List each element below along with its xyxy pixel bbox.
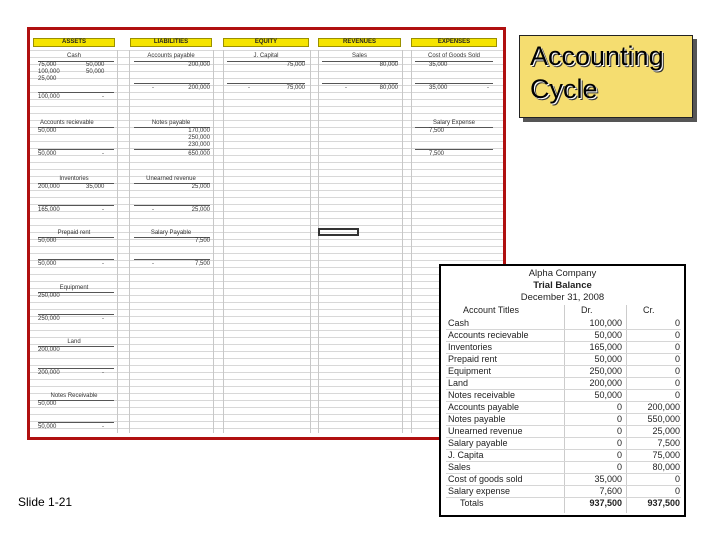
- account-title-cell: Accounts payable: [448, 402, 520, 412]
- account-title: Cost of Goods Sold: [427, 53, 481, 59]
- debit-cell: 937,500: [589, 498, 622, 508]
- balance-debit: 50,000: [38, 151, 57, 157]
- grid-line: [30, 295, 503, 296]
- debit-cell: 0: [616, 402, 622, 412]
- header-liabilities: LIABILITIES: [130, 38, 212, 47]
- grid-line: [30, 141, 503, 142]
- debit-entry: 75,000: [38, 62, 57, 68]
- grid-line: [30, 407, 503, 408]
- debit-entry: 200,000: [38, 184, 60, 190]
- debit-cell: 0: [616, 414, 622, 424]
- account-title-cell: Inventories: [448, 342, 493, 352]
- debit-cell: 0: [616, 426, 622, 436]
- debit-cell: 50,000: [594, 354, 622, 364]
- credit-cell: 0: [674, 474, 680, 484]
- account-title: Accounts payable: [147, 53, 195, 59]
- column-header-titles: Account Titles: [463, 305, 520, 315]
- t-bar: [134, 83, 210, 84]
- credit-cell: 0: [674, 390, 680, 400]
- grid-line: [30, 197, 503, 198]
- t-bar: [322, 83, 398, 84]
- t-bar: [134, 149, 210, 150]
- account-title: Salary Payable: [150, 230, 192, 236]
- grid-line: [310, 50, 311, 433]
- debit-cell: 7,600: [599, 486, 622, 496]
- t-bar: [38, 314, 114, 315]
- debit-entry: 50,000: [38, 238, 57, 244]
- t-bar: [134, 259, 210, 260]
- credit-cell: 0: [674, 354, 680, 364]
- balance-debit: 50,000: [38, 424, 57, 430]
- t-bar: [38, 205, 114, 206]
- account-title-cell: Land: [448, 378, 469, 388]
- t-bar: [38, 368, 114, 369]
- credit-cell: 0: [674, 342, 680, 352]
- trial-balance-table: [439, 264, 686, 517]
- grid-line: [30, 50, 503, 51]
- credit-entry: 230,000: [188, 142, 210, 148]
- grid-line: [213, 50, 214, 433]
- credit-cell: 0: [674, 330, 680, 340]
- grid-line: [129, 50, 130, 433]
- account-title-cell: Cost of goods sold: [448, 474, 523, 484]
- grid-line: [30, 253, 503, 254]
- grid-line: [30, 323, 503, 324]
- credit-cell: 550,000: [647, 414, 680, 424]
- company-name: Alpha Company: [528, 268, 597, 279]
- title-line-2: Cycle: [530, 74, 598, 104]
- credit-cell: 0: [674, 318, 680, 328]
- grid-line: [30, 239, 503, 240]
- balance-credit: -: [102, 151, 104, 157]
- account-title-cell: Salary expense: [448, 486, 511, 496]
- account-title: Notes Receivable: [50, 393, 98, 399]
- debit-entry: 100,000: [38, 69, 60, 75]
- column-header-cr: Cr.: [643, 305, 655, 315]
- account-title-cell: Notes payable: [448, 414, 506, 424]
- debit-cell: 100,000: [589, 318, 622, 328]
- trial-balance-date: December 31, 2008: [520, 292, 605, 303]
- credit-cell: 7,500: [657, 438, 680, 448]
- t-bar: [38, 92, 114, 93]
- debit-cell: 165,000: [589, 342, 622, 352]
- credit-cell: 80,000: [652, 462, 680, 472]
- credit-cell: 25,000: [652, 426, 680, 436]
- grid-line: [30, 337, 503, 338]
- debit-cell: 250,000: [589, 366, 622, 376]
- t-bar: [415, 83, 493, 84]
- credit-entry: 80,000: [379, 62, 398, 68]
- debit-entry: 200,000: [38, 347, 60, 353]
- slide-title: [519, 35, 693, 118]
- debit-entry: 25,000: [38, 76, 57, 82]
- credit-entry: 7,500: [194, 238, 210, 244]
- credit-entry: 200,000: [188, 62, 210, 68]
- account-title: Cash: [66, 53, 81, 59]
- grid-line: [30, 218, 503, 219]
- grid-line: [30, 162, 503, 163]
- trial-balance-row: [446, 497, 681, 509]
- grid-line: [30, 351, 503, 352]
- grid-line: [30, 428, 503, 429]
- balance-debit: 50,000: [38, 261, 57, 267]
- grid-line: [30, 365, 503, 366]
- balance-debit: 100,000: [38, 94, 60, 100]
- balance-credit: -: [102, 261, 104, 267]
- t-bar: [38, 149, 114, 150]
- debit-entry: 7,500: [429, 128, 445, 134]
- account-title-cell: Sales: [448, 462, 471, 472]
- credit-cell: 0: [674, 378, 680, 388]
- t-bar: [415, 149, 493, 150]
- account-title-cell: Salary payable: [448, 438, 508, 448]
- credit-cell: 0: [674, 486, 680, 496]
- balance-credit: -: [102, 94, 104, 100]
- credit-cell: 0: [674, 366, 680, 376]
- balance-credit: 650,000: [188, 151, 210, 157]
- credit-entry: 250,000: [188, 135, 210, 141]
- balance-credit: -: [487, 85, 489, 91]
- credit-cell: 75,000: [652, 450, 680, 460]
- grid-line: [30, 379, 503, 380]
- balance-credit: -: [102, 316, 104, 322]
- grid-line: [223, 50, 224, 433]
- account-title: Accounts recievable: [40, 120, 94, 126]
- account-title-cell: J. Capita: [448, 450, 484, 460]
- grid-line: [30, 246, 503, 247]
- debit-cell: 0: [616, 438, 622, 448]
- grid-line: [30, 414, 503, 415]
- balance-debit: -: [152, 207, 154, 213]
- grid-line: [30, 386, 503, 387]
- balance-credit: 7,500: [194, 261, 210, 267]
- debit-cell: 50,000: [594, 330, 622, 340]
- balance-credit: -: [102, 424, 104, 430]
- header-revenues: REVENUES: [318, 38, 401, 47]
- balance-debit: -: [345, 85, 347, 91]
- grid-line: [411, 50, 412, 433]
- balance-credit: 200,000: [188, 85, 210, 91]
- balance-debit: 165,000: [38, 207, 60, 213]
- grid-line: [30, 309, 503, 310]
- t-bar: [134, 205, 210, 206]
- grid-line: [30, 78, 503, 79]
- selected-cell[interactable]: [318, 228, 359, 236]
- balance-credit: 75,000: [286, 85, 305, 91]
- account-title-cell: Accounts recievable: [448, 330, 529, 340]
- debit-entry: 50,000: [38, 401, 57, 407]
- t-bar: [227, 83, 305, 84]
- grid-line: [318, 50, 319, 433]
- grid-line: [30, 260, 503, 261]
- balance-credit: 80,000: [379, 85, 398, 91]
- balance-credit: -: [102, 370, 104, 376]
- debit-cell: 200,000: [589, 378, 622, 388]
- grid-line: [30, 281, 503, 282]
- t-bar: [415, 61, 493, 62]
- balance-debit: -: [152, 261, 154, 267]
- credit-cell: 200,000: [647, 402, 680, 412]
- debit-entry: 35,000: [429, 62, 448, 68]
- account-title: Salary Expense: [432, 120, 476, 126]
- grid-line: [117, 50, 118, 433]
- grid-line: [30, 274, 503, 275]
- grid-line: [30, 106, 503, 107]
- account-title-cell: Unearned revenue: [448, 426, 523, 436]
- grid-line: [30, 267, 503, 268]
- balance-debit: -: [152, 85, 154, 91]
- account-title: J. Capital: [253, 53, 279, 59]
- account-title: Unearned revenue: [146, 176, 196, 182]
- account-title-cell: Notes receivable: [448, 390, 516, 400]
- credit-entry: 75,000: [286, 62, 305, 68]
- trial-balance-heading: Trial Balance: [533, 280, 592, 291]
- account-title: Prepaid rent: [57, 230, 91, 236]
- balance-debit: 35,000: [429, 85, 448, 91]
- balance-debit: 250,000: [38, 316, 60, 322]
- grid-line: [402, 50, 403, 433]
- balance-debit: 200,000: [38, 370, 60, 376]
- grid-line: [30, 372, 503, 373]
- header-expenses: EXPENSES: [411, 38, 497, 47]
- account-title-cell: Equipment: [448, 366, 492, 376]
- header-assets: ASSETS: [33, 38, 115, 47]
- balance-debit: -: [248, 85, 250, 91]
- grid-line: [30, 358, 503, 359]
- credit-entry: 35,000: [86, 184, 105, 190]
- balance-debit: 7,500: [429, 151, 445, 157]
- debit-entry: 50,000: [38, 128, 57, 134]
- debit-cell: 50,000: [594, 390, 622, 400]
- grid-line: [30, 330, 503, 331]
- header-equity: EQUITY: [223, 38, 309, 47]
- account-title: Notes payable: [151, 120, 191, 126]
- account-title: Equipment: [59, 285, 89, 291]
- account-title: Land: [67, 339, 81, 345]
- grid-line: [30, 169, 503, 170]
- grid-line: [30, 316, 503, 317]
- slide-number: Slide 1-21: [18, 495, 73, 509]
- title-line-1: Accounting: [530, 41, 664, 71]
- debit-cell: 35,000: [594, 474, 622, 484]
- debit-entry: 250,000: [38, 293, 60, 299]
- credit-entry: 170,000: [188, 128, 210, 134]
- credit-cell: 937,500: [647, 498, 680, 508]
- account-title-cell: Prepaid rent: [448, 354, 498, 364]
- t-bar: [415, 127, 493, 128]
- grid-line: [30, 225, 503, 226]
- grid-line: [30, 99, 503, 100]
- grid-line: [30, 113, 503, 114]
- account-title: Sales: [351, 53, 367, 59]
- balance-credit: -: [102, 207, 104, 213]
- grid-line: [30, 302, 503, 303]
- credit-entry: 50,000: [86, 62, 105, 68]
- debit-cell: 0: [616, 450, 622, 460]
- account-title-cell: Totals: [460, 498, 484, 508]
- column-header-dr: Dr.: [581, 305, 593, 315]
- account-title-cell: Cash: [448, 318, 470, 328]
- debit-cell: 0: [616, 462, 622, 472]
- t-bar: [38, 422, 114, 423]
- account-title: Inventories: [59, 176, 89, 182]
- credit-entry: 50,000: [86, 69, 105, 75]
- balance-credit: 25,000: [191, 207, 210, 213]
- t-account-spreadsheet: [27, 27, 506, 440]
- t-bar: [38, 259, 114, 260]
- grid-line: [30, 211, 503, 212]
- credit-entry: 25,000: [191, 184, 210, 190]
